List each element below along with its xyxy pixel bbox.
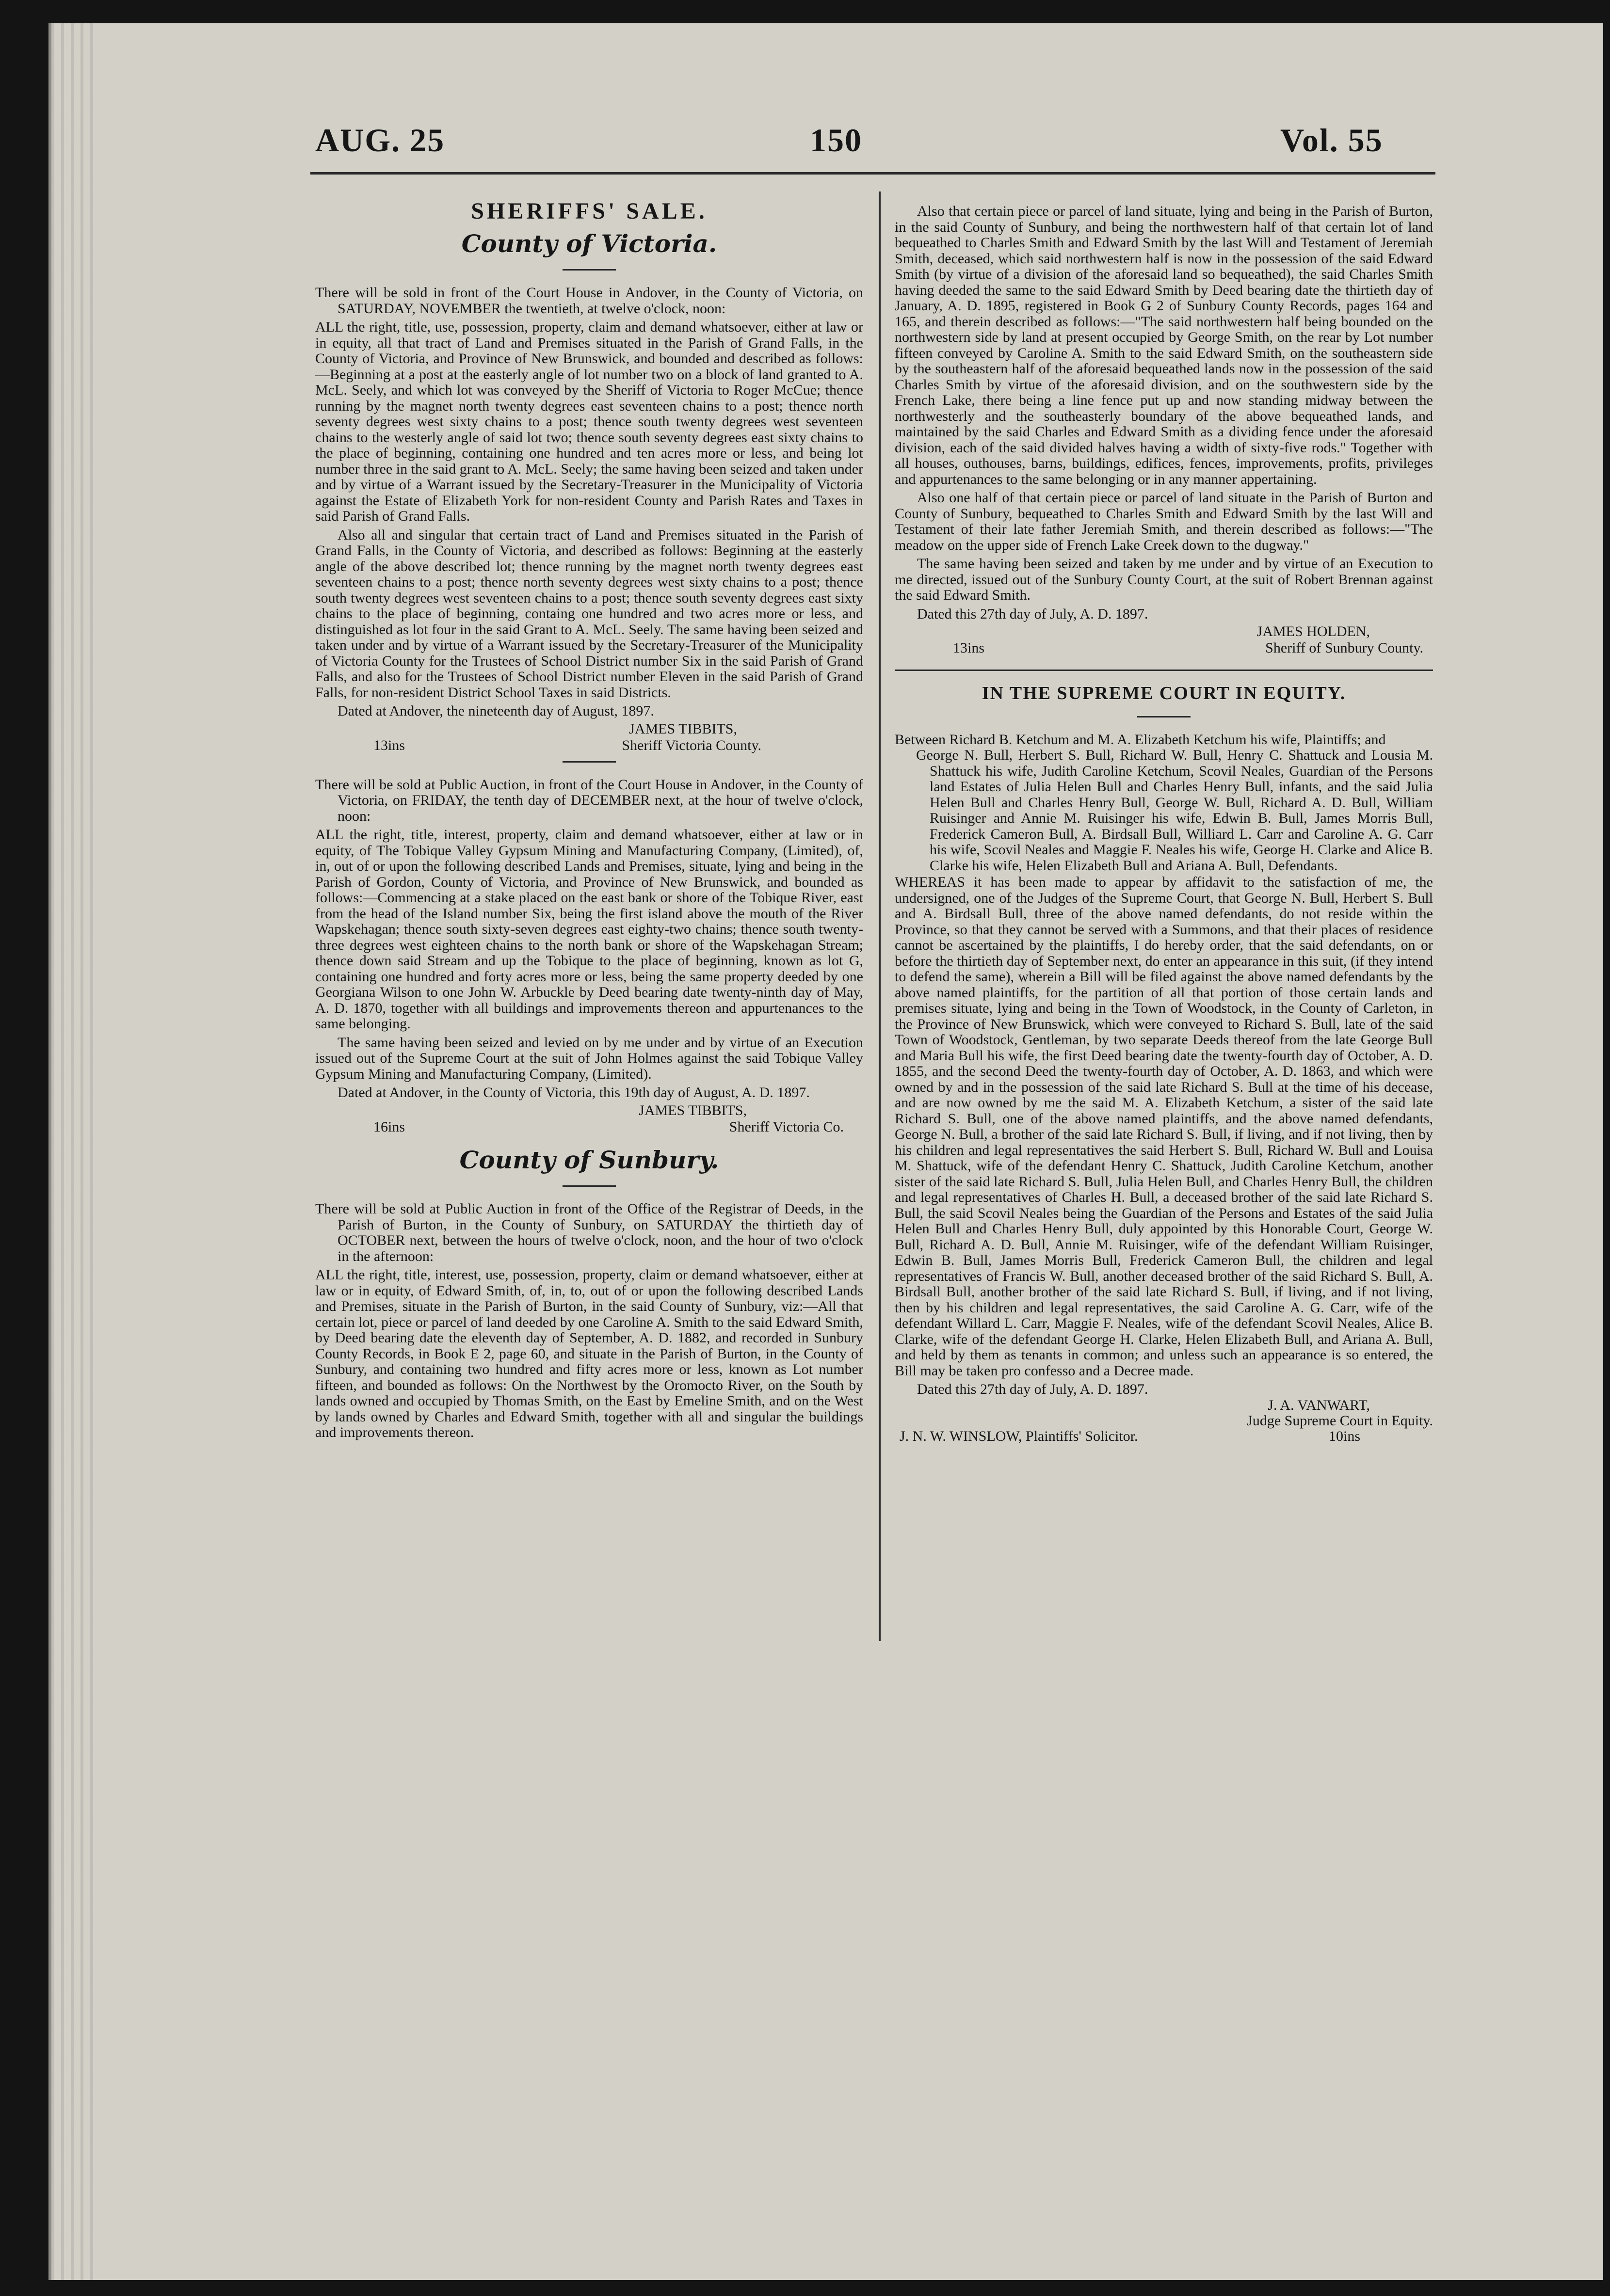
sale2-dated: Dated at Andover, in the County of Victoria, this 19th day of August, A. D. 1897.	[338, 1084, 810, 1100]
sunbury-paragraph2: Also one half of that certain piece or parcel of land situate in the Parish of Burton and County of Sunbury, bequeathed to Charles Smith and Edward Smith by the last Will and Testament of their late father Jeremiah Smith, and therein described as follows:—"The meadow on the upper side of French Lake Creek down to the dugway."	[895, 490, 1433, 553]
sheriff-office: Sheriff Victoria Co.	[729, 1118, 844, 1135]
sunbury-signature	[895, 624, 1433, 657]
section-title: SHERIFFS' SALE.	[471, 198, 708, 224]
court-dated: Dated this 27th day of July, A. D. 1897.	[917, 1381, 1148, 1397]
sale1-paragraph1: ALL the right, title, use, possession, property, claim and demand whatsoever, either at law or in equity, all that tract of Land and Premises situated in the Parish of Grand Falls, in the County of Victoria, and Province of New Brunswick, and bounded and described as follows:—Beginning at a post at the easterly angle of lot number two on a block of land granted to A. McL. Seely, and which lot was conveyed by the Sheriff of Victoria to Roger McCue; thence running by the magnet north twenty degrees east seventeen chains to a post; thence north seventy degrees west sixty chains to a post; thence south twenty degrees west seventeen chains to the westerly angle of said lot two; thence south seventy degrees east sixty chains to the place of beginning, containing one hundred and ten acres more or less, and being lot number three in the said grant to A. McL. Seely; the same having been seized and taken under and by virtue of a Warrant issued by the Secretary-Treasurer in the Municipality of Victoria against the Estate of Elizabeth York for non-resident County and Parish Rates and Taxes in said Parish of Grand Falls.	[315, 319, 863, 524]
court-title: IN THE SUPREME COURT IN EQUITY.	[982, 683, 1346, 703]
volume-number: Vol. 55	[1280, 122, 1383, 159]
court-order: WHEREAS it has been made to appear by affidavit to the satisfaction of me, the undersigned, one of the Judges of the Supreme Court, that George N. Bull, Herbert S. Bull and A. Birdsall Bull, three of the above named defendants, do not reside within the Province, so that they cannot be served with a Summons, and that their places of residence cannot be ascertained by the plaintiffs, I do hereby order, that the said defendants, on or before the thirtieth day of September next, do enter an appearance in this suit, (if they intend to defend the same), wherein a Bill will be filed against the above named defendants by the above named plaintiffs, for the partition of all that portion of those certain lands and premises situate, lying and being in the Town of Woodstock, in the County of Carleton, in the Province of New Brunswick, which were conveyed to Richard S. Bull, late of the said Town of Woodstock, Gentleman, by two separate Deeds thereof from the late George Bull and Maria Bull his wife, the first Deed bearing date the twenty-fourth day of October, A. D. 1855, and the second Deed the twenty-fourth day of October, A. D. 1863, and which were owned by and in the possession of the said late Richard S. Bull at the time of his decease, and are now owned by me the said M. A. Elizabeth Ketchum, a sister of the said late Richard S. Bull, one of the above named plaintiffs, and the above named defendants, George N. Bull, a brother of the said late Richard S. Bull, if living, and if not living, then by his children and legal representatives the said Herbert S. Bull, Richard W. Bull and Louisa M. Shattuck, wife of the defendant Henry C. Shattuck, Judith Caroline Ketchum, another sister of the said late Richard S. Bull, Julia Helen Bull, and Charles Henry Bull, the children and legal representatives of Charles H. Bull, a deceased brother of the said late Richard S. Bull, the said Scovil Neales being the Guardian of the Persons and Estates of the said Julia Helen Bull and Charles Henry Bull, duly appointed by this Honorable Court, George W. Bull, Richard A. D. Bull, Annie M. Ruisinger, wife of the defendant William Ruisinger, Edwin B. Bull, James Morris Bull, Frederick Cameron Bull, the children and legal representatives of Francis W. Bull, another deceased brother of the said Richard S. Bull, A. Birdsall Bull, another brother of the said late Richard S. Bull, if living, and if not living, then by his children and legal representatives, the said Caroline A. G. Carr, wife of the defendant Willard L. Carr, Maggie F. Neales, wife of the defendant Scovil Neales, Alice B. Clarke, wife of the defendant George H. Clarke, Helen Elizabeth Bull, and Ariana A. Bull, and held by them as tenants in common; and unless such an appearance is so entered, the Bill may be taken pro confesso and a Decree made.	[895, 874, 1433, 1379]
sale3-intro: There will be sold at Public Auction in front of the Office of the Registrar of Deeds, in the Parish of Burton, in the County of Sunbury, on SATURDAY the thirtieth day of OCTOBER next, between the hours of twelve o'clock, noon, and the hour of two o'clock in the afternoon:	[315, 1201, 863, 1264]
county-victoria-heading: County of Victoria.	[461, 229, 717, 258]
sale1-intro: There will be sold in front of the Court House in Andover, in the County of Victoria, on SATURDAY, NOVEMBER the twentieth, at twelve o'clock, noon:	[315, 285, 863, 317]
defendants: George N. Bull, Herbert S. Bull, Richard W. Bull, Henry C. Shattuck and Lousia M. Shattuck his wife, Judith Caroline Ketchum, Scovil Neales, Guardian of the Persons land Estates of Julia Helen Bull and Charles Henry Bull, infants, and the said Julia Helen Bull and Charles Henry Bull, George W. Bull, Richard A. D. Bull, William Ruisinger and Annie M. Ruisinger his wife, Edwin B. Bull, James Morris Bull, Frederick Cameron Bull, A. Birdsall Bull, Williard L. Carr and Caroline A. G. Carr his wife, Scovil Neales and Maggie F. Neales his wife, George H. Clarke and Alice B. Clarke his wife, Helen Elizabeth Bull and Ariana A. Bull, Defendants.	[916, 747, 1433, 874]
sale3-paragraph1: ALL the right, title, interest, use, possession, property, claim or demand whatsoever, either at law or in equity, of Edward Smith, of, in, to, out of or upon the following described Lands and Premises, situate in the Parish of Burton, in the said County of Sunbury, viz:—All that certain lot, piece or parcel of land deeded by one Caroline A. Smith to the said Edward Smith, by Deed bearing date the eleventh day of September, A. D. 1882, and recorded in Sunbury County Records, in Book E 2, page 60, and situate in the Parish of Burton, in the County of Sunbury, and containing two hundred and fifty acres more or less, known as Lot number fifteen, and bounded as follows: On the Northwest by the Oromocto River, on the South by lands owned and occupied by Thomas Smith, on the East by Emeline Smith, and on the West by lands owned by Charles and Edward Smith, together with all and singular the buildings and improvements thereon.	[315, 1267, 863, 1440]
sheriff-office: Sheriff of Sunbury County.	[1265, 640, 1423, 656]
judge-office: Judge Supreme Court in Equity.	[1247, 1412, 1433, 1429]
judge-signature	[895, 1398, 1433, 1446]
sunbury-dated: Dated this 27th day of July, A. D. 1897.	[917, 606, 1148, 622]
insertion-count: 10ins	[1328, 1428, 1360, 1444]
short-rule	[1137, 716, 1191, 718]
page-number: 150	[810, 122, 862, 159]
sale2-intro: There will be sold at Public Auction, in front of the Court House in Andover, in the County of Victoria, on FRIDAY, the tenth day of DECEMBER next, at the hour of twelve o'clock, noon:	[315, 776, 863, 824]
page-edge-stack	[51, 23, 100, 2280]
right-column	[895, 204, 1433, 1446]
left-column	[315, 198, 863, 1444]
sale2-paragraph2: The same having been seized and levied on by me under and by virtue of an Execution issued out of the Supreme Court at the suit of John Holmes against the said Tobique Valley Gypsum Mining and Manufacturing Company, (Limited).	[315, 1034, 863, 1082]
short-rule	[563, 269, 616, 271]
insertion-count: 13ins	[953, 640, 985, 656]
insertion-count: 13ins	[373, 737, 405, 753]
sheriff-office: Sheriff Victoria County.	[622, 737, 761, 753]
header-rule	[310, 172, 1435, 175]
sale2-paragraph1: ALL the right, title, interest, property, claim and demand whatsoever, either at law or in equity, of The Tobique Valley Gypsum Mining and Manufacturing Company, (Limited), of, in, out of or upon the following described Lands and Premises, situate, lying and being in the Parish of Gordon, County of Victoria, and Province of New Brunswick, and bounded as follows:—Commencing at a stake placed on the east bank or shore of the Tobique River, east from the head of the Island number Six, being the first island above the mouth of the River Wapskehagan; thence south sixty-seven degrees east eighty-two chains; thence south twenty-three degrees west eighteen chains to the north bank or shore of the Wapskehagan Stream; thence down said Stream and up the Tobique to the place of beginning, known as lot G, containing one hundred and forty acres more or less, being the same property deeded by one Georgiana Wilson to one John W. Arbuckle by Deed bearing date twenty-ninth day of May, A. D. 1870, together with all buildings and improvements thereon and appurtenances to the same belonging.	[315, 827, 863, 1032]
sheriff-name: JAMES TIBBITS,	[639, 1102, 747, 1118]
section-rule	[895, 670, 1433, 671]
sheriff-name: JAMES TIBBITS,	[629, 720, 737, 737]
sale1-paragraph2: Also all and singular that certain tract of Land and Premises situated in the Parish of Grand Falls, in the County of Victoria, and described as follows: Beginning at the easterly angle of the above described lot; thence running by the magnet north twenty degrees east seventeen chains to a post; thence north seventy degrees west sixty chains to a post; thence south twenty degrees west seventeen chains to a post; thence south seventy degrees east sixty chains to the place of beginning, containg one hundred and two acres more or less, and distinguished as lot four in the said Grant to A. McL. Seely. The same having been seized and taken under and by virtue of a Warrant issued by the Secretary-Treasurer of the Municipality of Victoria County for the Trustees of School District number Six in the said Parish of Grand Falls, and also for the Trustees of School District number Eleven in the said Parish of Grand Falls, for non-resident District School Taxes in said Districts.	[315, 526, 863, 701]
short-rule	[563, 1185, 616, 1187]
sunbury-paragraph3: The same having been seized and taken by me under and by virtue of an Execution to me directed, issued out of the Sunbury County Court, at the suit of Robert Brennan against the said Edward Smith.	[895, 556, 1433, 603]
sale1-dated: Dated at Andover, the nineteenth day of August, 1897.	[338, 703, 654, 719]
sunbury-paragraph1: Also that certain piece or parcel of land situate, lying and being in the Parish of Burton, in the said County of Sunbury, and being the northwestern half of that certain lot of land bequeathed to Charles Smith and Edward Smith by the last Will and Testament of Jeremiah Smith, deceased, which said northwestern half is now in the possession of the said Edward Smith (by virtue of a division of the aforesaid land so bequeathed), the said Charles Smith having deeded the same to the said Edward Smith by Deed bearing date the thirtieth day of January, A. D. 1895, registered in Book G 2 of Sunbury County Records, pages 164 and 165, and therein described as follows:—"The said northwestern half being bounded on the northwestern side by land at present occupied by George Smith, on the rear by Lot number fifteen conveyed by Caroline A. Smith to the said Edward Smith, on the southeastern side by the southeastern half of the aforesaid bequeathed lands now in the possession of the said Charles Smith by virtue of the aforesaid division, and on the southwestern side by the French Lake, there being a line fence put up and now standing midway between the northwesterly and the southeasterly boundary of the above bequeathed lands, and maintained by the said Charles and Edward Smith as a dividing fence under the aforesaid division, each of the said divided halves having a width of sixty-five rods." Together with all houses, outhouses, barns, buildings, edifices, fences, improvements, profits, privileges and appurtenances to the same belonging or in any manner appertaining.	[895, 203, 1433, 487]
sale2-signature	[315, 1103, 863, 1136]
sale1-signature	[315, 721, 863, 754]
short-rule	[563, 761, 616, 763]
solicitor: J. N. W. WINSLOW, Plaintiffs' Solicitor.	[900, 1428, 1138, 1444]
column-divider	[879, 191, 881, 1641]
judge-name: J. A. VANWART,	[1268, 1397, 1370, 1413]
sheriff-name: JAMES HOLDEN,	[1256, 623, 1370, 639]
county-sunbury-heading: County of Sunbury.	[459, 1145, 719, 1174]
plaintiffs: Between Richard B. Ketchum and M. A. Elizabeth Ketchum his wife, Plaintiffs; and	[895, 731, 1386, 748]
insertion-count: 16ins	[373, 1118, 405, 1135]
issue-date: AUG. 25	[315, 122, 445, 159]
